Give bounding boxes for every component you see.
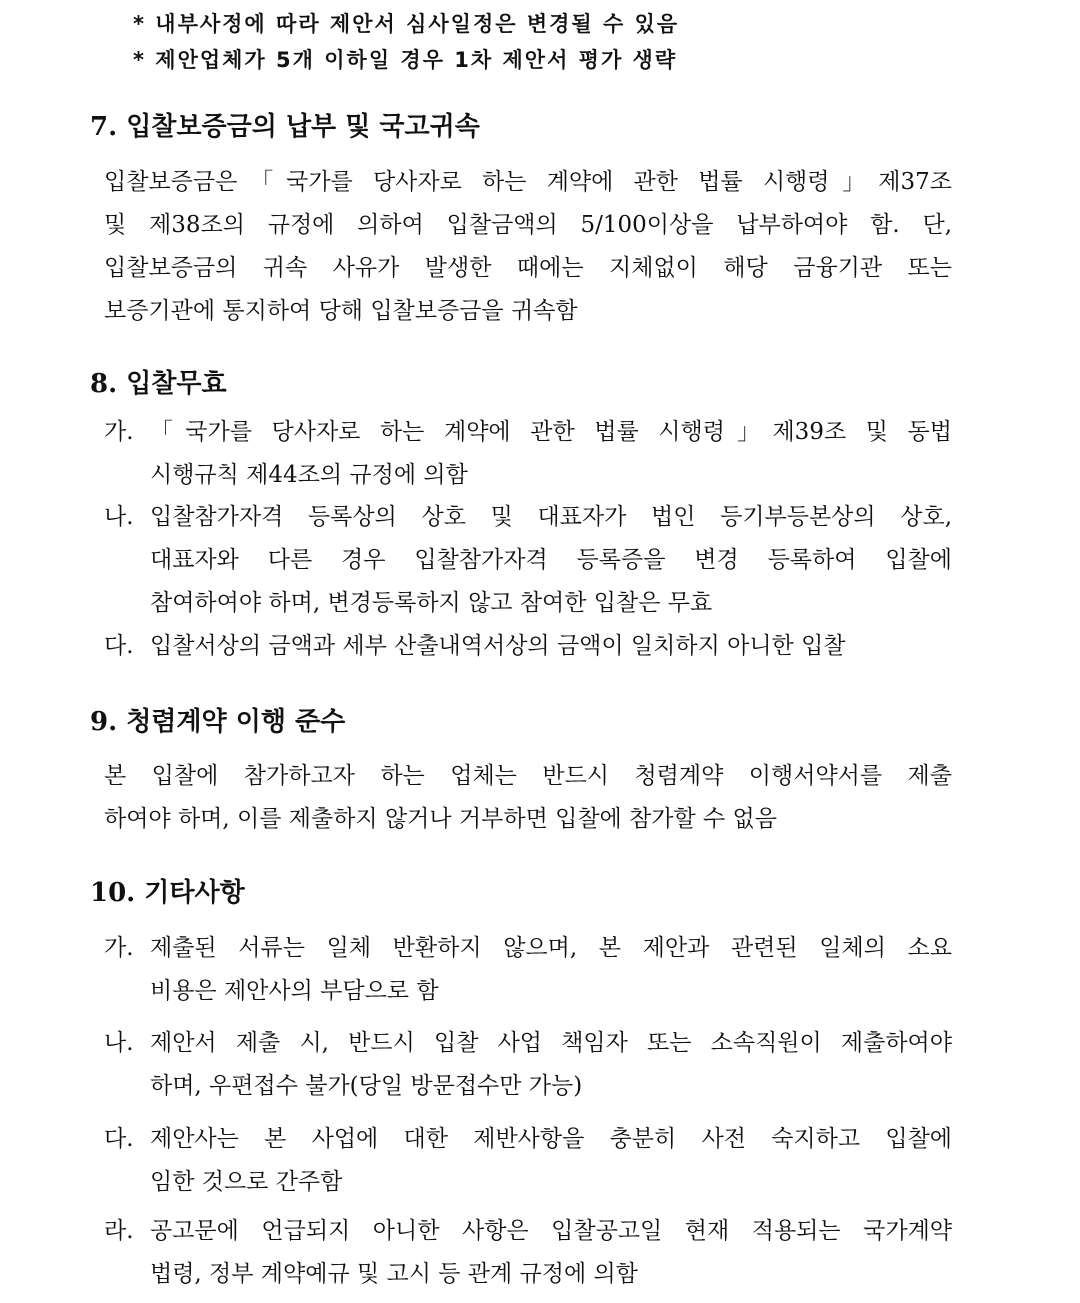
item-line: 비용은 제안사의 부담으로 함 bbox=[150, 978, 439, 1004]
item-line: 하며, 우편접수 불가(당일 방문접수만 가능) bbox=[150, 1073, 583, 1099]
section-8-heading: 8. 입찰무효 bbox=[90, 369, 227, 399]
section-8-item-ga bbox=[104, 411, 952, 497]
section-7-heading: 7. 입찰보증금의 납부 및 국고귀속 bbox=[90, 112, 480, 142]
item-line: 제안사는 본 사업에 대한 제반사항을 충분히 사전 숙지하고 입찰에 bbox=[150, 1126, 952, 1152]
item-line: 시행규칙 제44조의 규정에 의함 bbox=[150, 462, 468, 488]
note-schedule-change: * 내부사정에 따라 제안서 심사일정은 변경될 수 있음 bbox=[133, 12, 680, 36]
item-marker: 가. bbox=[104, 935, 134, 961]
item-line: 임한 것으로 간주함 bbox=[150, 1169, 343, 1195]
item-marker: 나. bbox=[104, 504, 134, 530]
paragraph-line: 및 제38조의 규정에 의하여 입찰금액의 5/100이상을 납부하여야 함. 단, bbox=[104, 212, 952, 238]
section-9-paragraph bbox=[104, 755, 952, 841]
section-10-item-ra bbox=[104, 1210, 952, 1296]
item-line: 「국가를 당사자로 하는 계약에 관한 법률 시행령」제39조 및 동법 bbox=[150, 419, 952, 445]
paragraph-line: 본 입찰에 참가하고자 하는 업체는 반드시 청렴계약 이행서약서를 제출 bbox=[104, 763, 952, 789]
section-8-item-da bbox=[104, 625, 952, 668]
item-line: 대표자와 다른 경우 입찰참가자격 등록증을 변경 등록하여 입찰에 bbox=[150, 547, 952, 573]
item-line: 제안서 제출 시, 반드시 입찰 사업 책임자 또는 소속직원이 제출하여야 bbox=[150, 1030, 952, 1056]
paragraph-line: 입찰보증금은「국가를 당사자로 하는 계약에 관한 법률 시행령」제37조 bbox=[104, 169, 952, 195]
section-10-heading: 10. 기타사항 bbox=[90, 878, 245, 908]
section-10-item-ga bbox=[104, 927, 952, 1013]
section-10-item-da bbox=[104, 1118, 952, 1204]
paragraph-line: 보증기관에 통지하여 당해 입찰보증금을 귀속함 bbox=[104, 298, 578, 324]
item-marker: 다. bbox=[104, 1126, 134, 1152]
section-7-paragraph bbox=[104, 161, 952, 333]
paragraph-line: 입찰보증금의 귀속 사유가 발생한 때에는 지체없이 해당 금융기관 또는 bbox=[104, 255, 952, 281]
section-8-item-na bbox=[104, 496, 952, 625]
note-evaluation-skip: * 제안업체가 5개 이하일 경우 1차 제안서 평가 생략 bbox=[133, 48, 678, 72]
item-line: 입찰서상의 금액과 세부 산출내역서상의 금액이 일치하지 아니한 입찰 bbox=[150, 633, 846, 659]
item-line: 법령, 정부 계약예규 및 고시 등 관계 규정에 의함 bbox=[150, 1261, 638, 1287]
item-marker: 라. bbox=[104, 1218, 134, 1244]
item-line: 입찰참가자격 등록상의 상호 및 대표자가 법인 등기부등본상의 상호, bbox=[150, 504, 952, 530]
item-marker: 다. bbox=[104, 633, 134, 659]
paragraph-line: 하여야 하며, 이를 제출하지 않거나 거부하면 입찰에 참가할 수 없음 bbox=[104, 806, 777, 832]
item-line: 제출된 서류는 일체 반환하지 않으며, 본 제안과 관련된 일체의 소요 bbox=[150, 935, 952, 961]
section-10-item-na bbox=[104, 1022, 952, 1108]
section-9-heading: 9. 청렴계약 이행 준수 bbox=[90, 707, 346, 737]
item-line: 공고문에 언급되지 아니한 사항은 입찰공고일 현재 적용되는 국가계약 bbox=[150, 1218, 952, 1244]
item-marker: 나. bbox=[104, 1030, 134, 1056]
item-line: 참여하여야 하며, 변경등록하지 않고 참여한 입찰은 무효 bbox=[150, 590, 713, 616]
item-marker: 가. bbox=[104, 419, 134, 445]
